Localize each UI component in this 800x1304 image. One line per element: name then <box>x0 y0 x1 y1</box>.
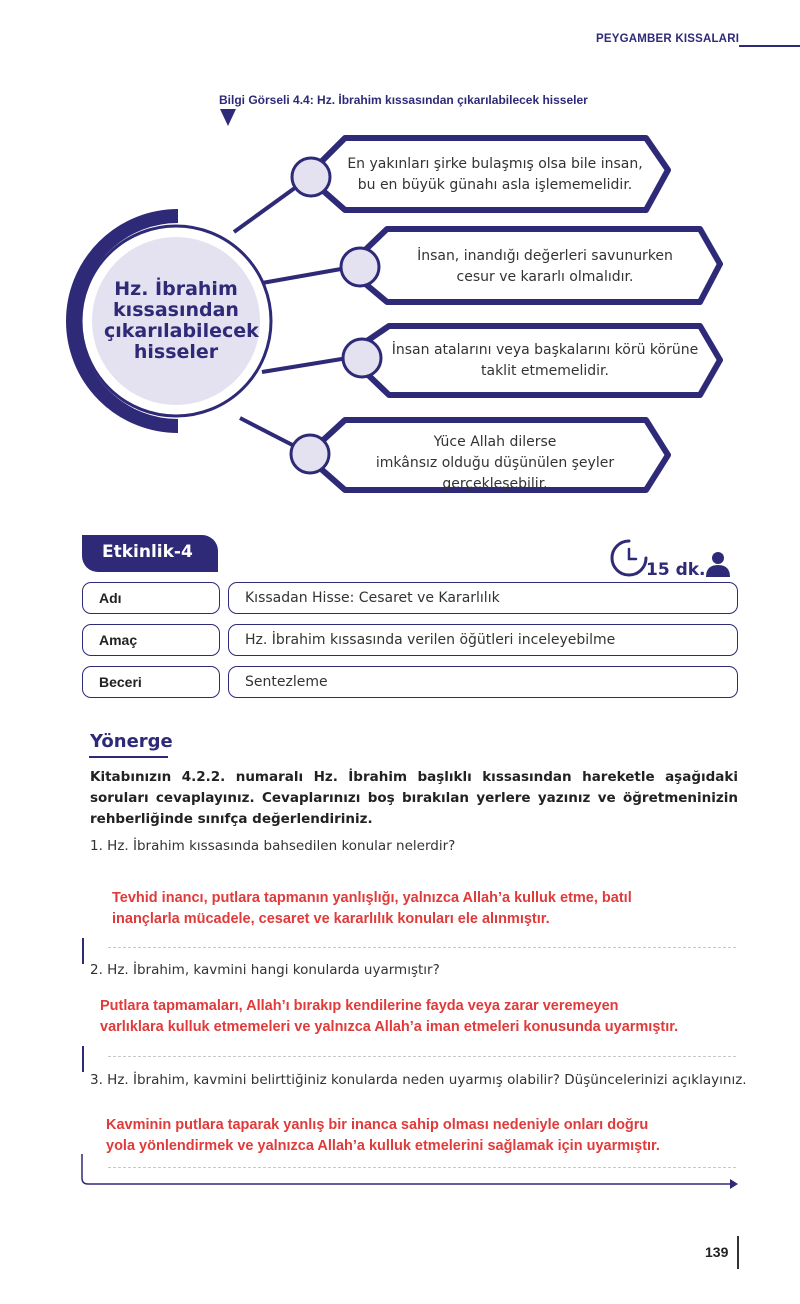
center-title-line: kıssasından <box>113 299 239 321</box>
question-3: 3. Hz. İbrahim, kavmini belirttiğiniz konularda neden uyarmış olabilir? Düşüncelerinizi açıklayınız. <box>90 1072 747 1088</box>
item-text-line: Yüce Allah dilerse <box>433 434 557 450</box>
item-text-4 <box>330 432 660 495</box>
center-title-line: hisseler <box>133 341 219 363</box>
answer-dotted-line <box>108 1056 736 1057</box>
item-text-1 <box>335 154 655 196</box>
question-1: 1. Hz. İbrahim kıssasında bahsedilen konular nelerdir? <box>90 838 456 854</box>
heading-underline <box>89 756 168 758</box>
answer-line: Kavminin putlara taparak yanlış bir inanca sahip olması nedeniyle onları doğru <box>106 1117 649 1133</box>
page-number: 139 <box>705 1244 729 1260</box>
answer-2 <box>100 996 750 1038</box>
item-node-3 <box>343 339 381 377</box>
answer-line: Tevhid inancı, putlara tapmanın yanlışlığı, yalnızca Allah’a kulluk etme, batıl <box>112 890 632 906</box>
center-title-line: çıkarılabilecek <box>104 320 259 342</box>
answer-line: yola yönlendirmek ve yalnızca Allah’a kulluk etmelerini sağlamak için uyarmıştır. <box>106 1138 660 1154</box>
item-text-line: imkânsız olduğu düşünülen şeyler gerçekleşebilir. <box>375 455 615 492</box>
row-value-goal: Hz. İbrahim kıssasında verilen öğütleri inceleyebilme <box>228 624 738 656</box>
student-icon <box>705 551 731 577</box>
answer-1 <box>112 888 732 930</box>
figure-caption: Bilgi Görseli 4.4: Hz. İbrahim kıssasından çıkarılabilecek hisseler <box>219 93 588 107</box>
item-text-line: İnsan, inandığı değerleri savunurken <box>417 248 673 264</box>
row-label-skill: Beceri <box>82 666 220 698</box>
item-node-1 <box>292 158 330 196</box>
item-text-line: bu en büyük günahı asla işlememelidir. <box>357 177 633 193</box>
answer-dotted-line <box>108 947 736 948</box>
item-text-line: İnsan atalarını veya başkalarını körü körüne <box>391 342 699 358</box>
clock-icon <box>609 538 649 578</box>
item-text-line: En yakınları şirke bulaşmış olsa bile insan, <box>347 156 643 172</box>
center-title <box>104 278 259 363</box>
row-label-name: Adı <box>82 582 220 614</box>
answer-margin-line <box>82 1046 84 1072</box>
section-title: PEYGAMBER KISSALARI <box>596 33 740 45</box>
center-title-line: Hz. İbrahim <box>114 278 238 300</box>
answer-line: inançlarla mücadele, cesaret ve kararlılık konuları ele alınmıştır. <box>112 911 550 927</box>
bottom-bracket <box>78 1150 744 1190</box>
instructions-heading: Yönerge <box>90 731 173 752</box>
item-node-2 <box>341 248 379 286</box>
duration-label: 15 dk. <box>646 560 706 580</box>
answer-line: Putlara tapmamaları, Allah’ı bırakıp kendilerine fayda veya zarar veremeyen <box>100 998 619 1014</box>
arrow-right-icon <box>730 1179 738 1189</box>
row-value-name: Kıssadan Hisse: Cesaret ve Kararlılık <box>228 582 738 614</box>
activity-title: Etkinlik-4 <box>82 535 218 572</box>
item-text-line: taklit etmemelidir. <box>481 363 609 379</box>
item-text-line: cesur ve kararlı olmalıdır. <box>456 269 634 285</box>
row-label-goal: Amaç <box>82 624 220 656</box>
row-value-skill: Sentezleme <box>228 666 738 698</box>
item-text-2 <box>385 246 705 288</box>
answer-line: varlıklara kulluk etmemeleri ve yalnızca Allah’a iman etmeleri konusunda uyarmıştır. <box>100 1019 679 1035</box>
answer-margin-line <box>82 938 84 964</box>
instructions-intro: Kitabınızın 4.2.2. numaralı Hz. İbrahim başlıklı kıssasından hareketle aşağıdaki soruları cevaplayınız. Cevaplarınızı boş bırakılan yerlere yazınız ve öğretmeninizin rehberliğinde sınıfça değerlendiriniz. <box>90 769 738 827</box>
item-text-3 <box>385 340 705 382</box>
page-number-rule <box>737 1236 739 1269</box>
item-node-4 <box>291 435 329 473</box>
question-2: 2. Hz. İbrahim, kavmini hangi konularda uyarmıştır? <box>90 962 440 978</box>
